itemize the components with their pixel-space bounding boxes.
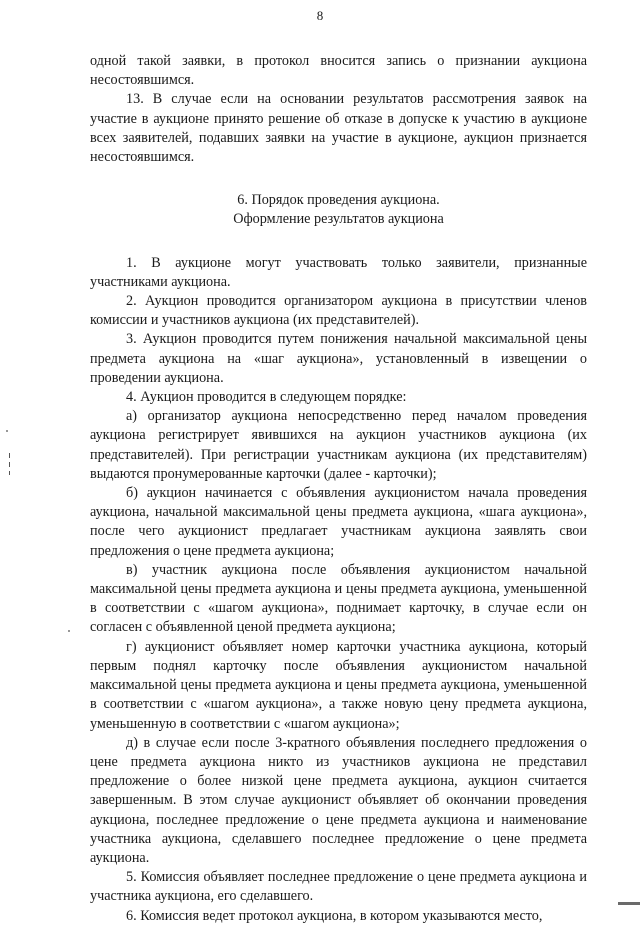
paragraph-subitem-a: а) организатор аукциона непосредственно перед началом проведения аукциона регистрирует явившихся на аукцион участников аукциона (их представителей). При регистрации участникам аукциона (их представителям) выдаются пронумерованные карточки (далее - карточки);: [90, 408, 587, 482]
paragraph-item-13: 13. В случае если на основании результатов рассмотрения заявок на участие в аукционе принято решение об отказе в допуске к участию в аукционе всех заявителей, подавших заявки на участие в аукционе, аукцион признается несостоявшимся.: [90, 91, 587, 166]
document-body: [90, 52, 587, 926]
paragraph-subitem-b: б) аукцион начинается с объявления аукционистом начала проведения аукциона, начальной максимальной цены предмета аукциона, «шага аукциона», после чего аукционист предлагает участникам аукциона заявлять свои предложения о цене предмета аукциона;: [90, 485, 587, 559]
paragraph-continuation: одной такой заявки, в протокол вносится запись о признании аукциона несостоявшимся.: [90, 53, 587, 89]
paragraph-item-6: 6. Комиссия ведет протокол аукциона, в котором указываются место,: [126, 907, 543, 924]
paragraph-item-5: 5. Комиссия объявляет последнее предложение о цене предмета аукциона и участника аукциона, его сделавшего.: [90, 869, 587, 905]
paragraph-subitem-d: д) в случае если после 3-кратного объявления последнего предложения о цене предмета аукциона никто из участников аукциона не представил предложение о более низкой цене предмета аукциона, аукцион считается завершенным. В этом случае аукционист объявляет об окончании проведения аукциона, последнее предложение о цене предмета аукциона и наименование участника аукциона, сделавшего последнее предложение о цене предмета аукциона.: [90, 734, 587, 866]
section-heading-line-2: Оформление результатов аукциона: [233, 211, 444, 228]
scan-edge-mark: [9, 471, 10, 475]
section-heading-line-1: 6. Порядок проведения аукциона.: [237, 192, 440, 209]
paragraph-item-1: 1. В аукционе могут участвовать только заявители, признанные участниками аукциона.: [90, 254, 587, 290]
paragraph-item-2: 2. Аукцион проводится организатором аукциона в присутствии членов комиссии и участников аукциона (их представителей).: [90, 293, 587, 329]
scan-edge-mark: [9, 462, 10, 467]
scan-edge-mark: [9, 453, 10, 458]
page-number: 8: [316, 8, 324, 23]
paragraph-subitem-g: г) аукционист объявляет номер карточки участника аукциона, который первым поднял карточку после объявления аукционистом начальной максимальной цены предмета аукциона и цены предмета аукциона, уменьшенной в соответствии с «шагом аукциона», а также новую цену предмета аукциона, уменьшенную в соответствии с «шагом аукциона»;: [90, 638, 587, 732]
section-heading: [90, 191, 587, 229]
scan-dot-mark: [68, 630, 70, 632]
paragraph-item-4: 4. Аукцион проводится в следующем порядке:: [126, 389, 407, 406]
paragraph-item-3: 3. Аукцион проводится путем понижения начальной максимальной цены предмета аукциона на «шаг аукциона», установленный в извещении о проведении аукциона.: [90, 331, 587, 386]
paragraph-subitem-v: в) участник аукциона после объявления аукционистом начальной максимальной цены предмета аукциона и цены предмета аукциона, уменьшенной в соответствии с «шагом аукциона», поднимает карточку, в случае если он согласен с объявленной ценой предмета аукциона;: [90, 561, 587, 636]
scan-dot-mark: [6, 430, 8, 432]
